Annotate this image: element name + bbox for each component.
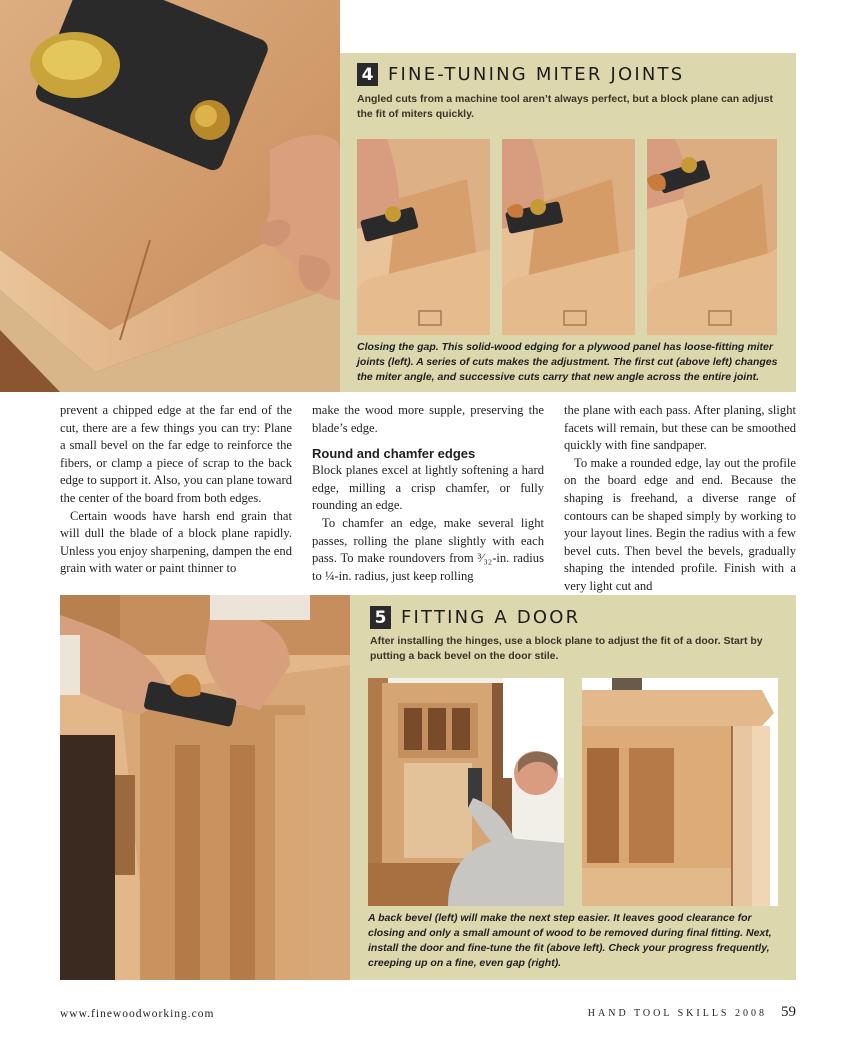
miter-plane-photo — [0, 0, 340, 392]
body-column-3 — [564, 402, 796, 596]
step5-title: FITTING A DOOR — [401, 607, 581, 628]
door-fitting-photo — [368, 678, 564, 906]
step4-header — [357, 63, 684, 86]
footer-magazine-name: HAND TOOL SKILLS 2008 — [587, 1008, 767, 1019]
step5-caption — [368, 911, 780, 971]
section-heading-round-chamfer: Round and chamfer edges — [312, 446, 476, 462]
body-column-1 — [60, 402, 292, 578]
door-gap-photo — [582, 678, 778, 906]
col1-paragraph-2: Certain woods have harsh end grain that will dull the blade of a block plane rapidly. Unless you enjoy sharpening, dampen the end grain with water or paint thinner to — [60, 508, 292, 576]
miter-sequence-photo-1 — [357, 139, 490, 335]
step4-caption-lead: Closing the gap. — [357, 341, 439, 353]
step4-title: FINE-TUNING MITER JOINTS — [388, 64, 685, 85]
step5-header — [370, 606, 580, 629]
col3-paragraph-1: the plane with each pass. After planing, slight facets will remain, but these can be smoothed quickly with fine sandpaper. — [564, 403, 796, 453]
step4-number: 4 — [357, 63, 378, 86]
col2-paragraph-1: make the wood more supple, preserving the blade’s edge. — [312, 403, 544, 435]
col3-paragraph-2: To make a rounded edge, lay out the profile on the board edge and end. Because the shaping is freehand, a diverse range of contours can be shaped simply by working to your layout lines. Begin the radius with a few bevel cuts. Then bevel the bevels, gradually shaping the intended profile. Finish with a very light cut and — [564, 455, 796, 593]
col2-paragraph-3: To chamfer an edge, make several light passes, rolling the plane slightly with each pass. To make roundovers from ³⁄₃₂-in. radius to ¼-in. radius, just keep rolling — [312, 515, 544, 583]
door-bevel-photo — [60, 595, 350, 980]
step5-caption-text: It leaves good clearance for closing and only a small amount of wood to be removed during final fitting. Next, install the door and fine-tune the fit (above left). Check your progress frequently, creeping up on a fine, even gap (right). — [368, 912, 772, 969]
footer-folio — [588, 1004, 796, 1021]
miter-sequence-photo-3 — [647, 139, 777, 335]
step5-number: 5 — [370, 606, 391, 629]
step5-caption-lead: A back bevel (left) will make the next step easier. — [368, 912, 611, 924]
step4-intro: Angled cuts from a machine tool aren’t always perfect, but a block plane can adjust the fit of miters quickly. — [357, 93, 774, 120]
col1-paragraph-1: prevent a chipped edge at the far end of the cut, there are a few things you can try: Plane a small bevel on the far edge to reinforce the fibers, or clamp a piece of scrap to the back edge to support it. Also, you can plane toward the center of the board from both edges. — [60, 403, 292, 505]
page-number: 59 — [781, 1004, 796, 1020]
miter-sequence-photo-2 — [502, 139, 635, 335]
col2-paragraph-2: Block planes excel at lightly softening a hard edge, milling a crisp chamfer, or fully rounding an edge. — [312, 463, 544, 513]
step4-caption-text: This solid-wood edging for a plywood panel has loose-fitting miter joints (left). A series of cuts makes the adjustment. The first cut (above left) changes the miter angle, and successive cuts carry that new angle across the entire joint. — [357, 341, 778, 383]
footer-url: www.finewoodworking.com — [60, 1008, 215, 1020]
step5-intro: After installing the hinges, use a block plane to adjust the fit of a door. Start by putting a back bevel on the door stile. — [370, 635, 763, 662]
step4-caption — [357, 340, 782, 385]
body-column-2 — [312, 402, 544, 585]
